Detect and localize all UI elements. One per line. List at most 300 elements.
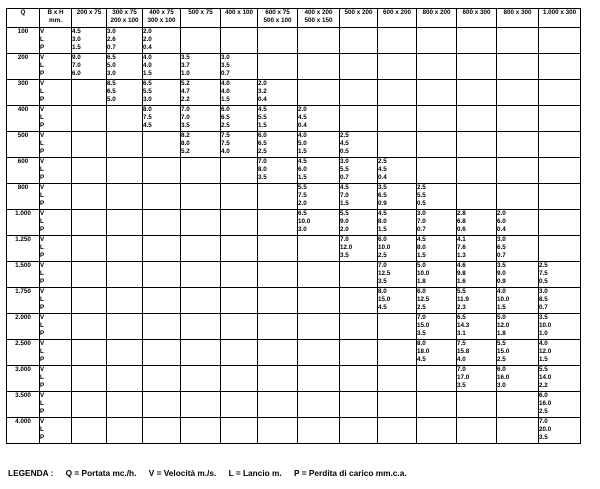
flow-rate-cell: 2.000 [7, 314, 40, 340]
value-cell [258, 80, 298, 106]
table-row [7, 210, 581, 236]
cell-value: 3.0 [72, 36, 81, 44]
column-header-line: 500 x 150 [304, 17, 333, 24]
cell-value: 14.3 [457, 322, 470, 330]
cell-value: 4.0 [221, 88, 230, 96]
cell-value: 3.7 [181, 62, 190, 70]
cell-value: 2.0 [497, 210, 506, 217]
value-cell [181, 340, 221, 366]
cell-value: 4.0 [497, 288, 506, 295]
value-cell [72, 54, 107, 80]
vlp-label: P [40, 200, 45, 208]
value-cell [107, 184, 143, 210]
vlp-label: L [40, 140, 44, 148]
value-cell [143, 158, 181, 184]
cell-value: 7.5 [298, 192, 307, 200]
cell-value: 2.8 [457, 210, 466, 217]
cell-value: 2.2 [181, 96, 190, 104]
cell-value: 11.9 [457, 296, 469, 304]
vlp-label: L [40, 244, 44, 252]
cell-value: 3.5 [539, 314, 548, 321]
vlp-label-cell [40, 392, 72, 418]
value-cell [258, 418, 298, 444]
value-cell [417, 210, 457, 236]
cell-value: 3.5 [539, 434, 548, 442]
value-cell [298, 158, 340, 184]
cell-value: 4.0 [539, 340, 548, 347]
cell-value: 6.0 [497, 218, 506, 226]
cell-value: 3.0 [497, 382, 506, 390]
cell-value: 1.8 [417, 278, 426, 286]
column-header-line: 500 x 75 [188, 9, 213, 16]
value-cell [340, 54, 378, 80]
value-cell [107, 340, 143, 366]
value-cell [143, 366, 181, 392]
table-row [7, 262, 581, 288]
table-row [7, 132, 581, 158]
value-cell [497, 314, 539, 340]
value-cell [457, 184, 497, 210]
cell-value: 6.5 [221, 114, 230, 122]
value-cell [417, 80, 457, 106]
cell-value: 17.0 [457, 374, 470, 382]
cell-value: 2.0 [258, 80, 267, 87]
flow-rate-cell: 3.500 [7, 392, 40, 418]
vlp-label-cell [40, 106, 72, 132]
value-cell [417, 132, 457, 158]
cell-value: 4.5 [340, 140, 349, 148]
value-cell [497, 210, 539, 236]
value-cell [143, 80, 181, 106]
column-header-line: 600 x 75 [265, 9, 290, 16]
vlp-label: P [40, 278, 45, 286]
cell-value: 5.0 [417, 262, 426, 269]
cell-value: 1.5 [258, 122, 267, 130]
vlp-label: P [40, 174, 45, 182]
value-cell [340, 262, 378, 288]
cell-value: 0.5 [417, 200, 426, 208]
vlp-label: V [40, 314, 45, 321]
cell-value: 12.0 [340, 244, 353, 252]
cell-value: 12.0 [497, 322, 510, 330]
value-cell [340, 80, 378, 106]
value-cell [258, 210, 298, 236]
vlp-label-cell [40, 184, 72, 210]
vlp-label-cell [40, 210, 72, 236]
value-cell [72, 158, 107, 184]
legend-item-v: V = Velocità m./s. [148, 468, 217, 478]
value-cell [181, 392, 221, 418]
value-cell [378, 28, 417, 54]
flow-rate-cell: 1.000 [7, 210, 40, 236]
cell-value: 2.0 [298, 106, 307, 113]
column-header [340, 9, 378, 28]
value-cell [221, 132, 258, 158]
table-row [7, 340, 581, 366]
value-cell [340, 184, 378, 210]
value-cell [539, 288, 581, 314]
cell-value: 7.0 [340, 192, 349, 200]
value-cell [378, 132, 417, 158]
cell-value: 8.0 [378, 288, 387, 295]
value-cell [378, 54, 417, 80]
value-cell [107, 132, 143, 158]
value-cell [378, 236, 417, 262]
value-cell [378, 418, 417, 444]
value-cell [340, 28, 378, 54]
value-cell [539, 132, 581, 158]
cell-value: 4.0 [457, 356, 466, 364]
table-row [7, 54, 581, 80]
vlp-label: L [40, 374, 44, 382]
cell-value: 6.0 [539, 392, 548, 399]
value-cell [417, 28, 457, 54]
value-cell [107, 392, 143, 418]
cell-value: 5.5 [258, 114, 267, 122]
vlp-label: V [40, 340, 45, 347]
value-cell [457, 314, 497, 340]
value-cell [298, 54, 340, 80]
vlp-label: P [40, 44, 45, 52]
cell-value: 9.0 [340, 218, 349, 226]
cell-value: 6.0 [72, 70, 81, 78]
cell-value: 3.0 [143, 96, 152, 104]
value-cell [107, 158, 143, 184]
value-cell [457, 366, 497, 392]
value-cell [107, 28, 143, 54]
value-cell [539, 340, 581, 366]
table-row [7, 236, 581, 262]
cell-value: 20.0 [539, 426, 552, 434]
cell-value: 3.1 [457, 330, 466, 338]
cell-value: 9.8 [457, 270, 466, 278]
vlp-label-cell [40, 418, 72, 444]
column-header [539, 9, 581, 28]
value-cell [539, 80, 581, 106]
cell-value: 16.0 [497, 374, 510, 382]
value-cell [72, 106, 107, 132]
value-cell [417, 314, 457, 340]
cell-value: 12.0 [539, 348, 552, 356]
cell-value: 5.0 [497, 314, 506, 321]
vlp-label: V [40, 210, 45, 217]
cell-value: 0.6 [457, 226, 466, 234]
cell-value: 4.0 [221, 148, 230, 156]
cell-value: 2.0 [143, 36, 152, 44]
value-cell [72, 262, 107, 288]
cell-value: 10.0 [417, 270, 430, 278]
vlp-label: L [40, 296, 44, 304]
value-cell [340, 210, 378, 236]
table-row [7, 314, 581, 340]
value-cell [181, 158, 221, 184]
cell-value: 3.0 [298, 226, 307, 234]
cell-value: 10.0 [378, 244, 391, 252]
column-header-line: 500 x 100 [263, 17, 292, 24]
table-wrapper [6, 8, 581, 444]
value-cell [72, 132, 107, 158]
cell-value: 6.5 [143, 80, 152, 87]
cell-value: 0.9 [497, 278, 506, 286]
value-cell [417, 392, 457, 418]
column-header [378, 9, 417, 28]
vlp-label: L [40, 426, 44, 434]
value-cell [258, 340, 298, 366]
cell-value: 5.5 [143, 88, 152, 96]
value-cell [181, 314, 221, 340]
cell-value: 9.0 [497, 270, 506, 278]
value-cell [181, 418, 221, 444]
cell-value: 3.5 [497, 262, 506, 269]
value-cell [298, 392, 340, 418]
value-cell [378, 262, 417, 288]
cell-value: 5.5 [539, 366, 548, 373]
cell-value: 3.0 [497, 236, 506, 243]
value-cell [378, 184, 417, 210]
cell-value: 3.0 [417, 210, 426, 217]
cell-value: 7.5 [143, 114, 152, 122]
cell-value: 6.5 [107, 54, 116, 61]
vlp-label: P [40, 356, 45, 364]
cell-value: 15.0 [378, 296, 391, 304]
cell-value: 4.5 [378, 210, 387, 217]
value-cell [107, 54, 143, 80]
value-cell [417, 366, 457, 392]
cell-value: 0.4 [143, 44, 152, 52]
cell-value: 0.4 [378, 174, 387, 182]
column-header [181, 9, 221, 28]
value-cell [107, 106, 143, 132]
cell-value: 6.0 [497, 366, 506, 373]
column-header-line: 200 x 100 [110, 17, 139, 24]
value-cell [417, 184, 457, 210]
cell-value: 5.5 [417, 192, 426, 200]
value-cell [221, 314, 258, 340]
value-cell [258, 158, 298, 184]
value-cell [107, 80, 143, 106]
value-cell [181, 236, 221, 262]
value-cell [457, 418, 497, 444]
cell-value: 6.5 [457, 314, 466, 321]
value-cell [143, 106, 181, 132]
flow-rate-cell: 100 [7, 28, 40, 54]
flow-rate-cell: 1.500 [7, 262, 40, 288]
value-cell [539, 210, 581, 236]
value-cell [378, 80, 417, 106]
value-cell [539, 392, 581, 418]
value-cell [143, 28, 181, 54]
cell-value: 2.5 [417, 184, 426, 191]
value-cell [221, 184, 258, 210]
cell-value: 3.5 [378, 278, 387, 286]
value-cell [258, 288, 298, 314]
cell-value: 1.5 [378, 226, 387, 234]
value-cell [221, 54, 258, 80]
value-cell [378, 288, 417, 314]
legend-item-q: Q = Portata mc./h. [65, 468, 137, 478]
vlp-label: P [40, 434, 45, 442]
cell-value: 1.5 [340, 200, 349, 208]
vlp-label: L [40, 88, 44, 96]
column-header-line: 200 x 75 [76, 9, 102, 16]
cell-value: 0.7 [340, 174, 349, 182]
cell-value: 6.8 [457, 218, 466, 226]
cell-value: 5.5 [497, 340, 506, 347]
legend-title: LEGENDA : [8, 468, 54, 478]
cell-value: 18.0 [417, 348, 430, 356]
value-cell [539, 366, 581, 392]
column-header [497, 9, 539, 28]
cell-value: 2.0 [298, 200, 307, 208]
value-cell [340, 314, 378, 340]
cell-value: 4.5 [417, 356, 426, 364]
cell-value: 1.5 [539, 356, 548, 364]
value-cell [143, 210, 181, 236]
value-cell [340, 106, 378, 132]
q-header: Q [7, 9, 40, 28]
cell-value: 0.7 [107, 44, 116, 52]
value-cell [107, 314, 143, 340]
cell-value: 4.0 [298, 132, 307, 139]
duct-selection-table [6, 8, 581, 444]
value-cell [221, 210, 258, 236]
vlp-label: V [40, 288, 45, 295]
cell-value: 1.5 [143, 70, 152, 78]
value-cell [72, 340, 107, 366]
cell-value: 2.2 [539, 382, 548, 390]
cell-value: 4.6 [457, 262, 466, 269]
value-cell [497, 106, 539, 132]
column-header-line: 800 x 300 [503, 9, 532, 16]
vlp-label: V [40, 132, 45, 139]
value-cell [72, 28, 107, 54]
cell-value: 3.5 [457, 382, 466, 390]
cell-value: 6.5 [497, 244, 506, 252]
cell-value: 3.0 [539, 288, 548, 295]
flow-rate-cell: 4.000 [7, 418, 40, 444]
flow-rate-cell: 400 [7, 106, 40, 132]
value-cell [340, 366, 378, 392]
cell-value: 1.5 [298, 174, 307, 182]
bxh-label: B x H [47, 9, 64, 16]
value-cell [181, 210, 221, 236]
cell-value: 4.5 [378, 304, 387, 312]
value-cell [221, 106, 258, 132]
value-cell [298, 340, 340, 366]
value-cell [143, 392, 181, 418]
vlp-label: V [40, 262, 45, 269]
vlp-label-cell [40, 262, 72, 288]
vlp-label-cell [40, 340, 72, 366]
value-cell [340, 158, 378, 184]
table-row [7, 418, 581, 444]
value-cell [378, 314, 417, 340]
cell-value: 5.5 [457, 288, 466, 295]
value-cell [258, 54, 298, 80]
cell-value: 3.5 [417, 330, 426, 338]
value-cell [539, 184, 581, 210]
value-cell [221, 418, 258, 444]
value-cell [72, 314, 107, 340]
vlp-label: P [40, 70, 45, 78]
cell-value: 2.5 [497, 356, 506, 364]
cell-value: 7.5 [539, 270, 548, 278]
value-cell [181, 132, 221, 158]
cell-value: 1.5 [497, 304, 506, 312]
value-cell [221, 158, 258, 184]
value-cell [72, 288, 107, 314]
value-cell [497, 54, 539, 80]
value-cell [258, 236, 298, 262]
vlp-label: V [40, 106, 45, 113]
vlp-label: P [40, 226, 45, 234]
cell-value: 2.5 [539, 262, 548, 269]
bxh-header [40, 9, 72, 28]
value-cell [143, 262, 181, 288]
value-cell [378, 340, 417, 366]
cell-value: 4.5 [417, 236, 426, 243]
cell-value: 0.5 [340, 148, 349, 156]
flow-rate-cell: 1.250 [7, 236, 40, 262]
table-row [7, 392, 581, 418]
column-header [143, 9, 181, 28]
cell-value: 5.2 [181, 80, 190, 87]
column-header-line: 300 x 75 [112, 9, 137, 16]
vlp-label: L [40, 400, 44, 408]
vlp-label: L [40, 348, 44, 356]
cell-value: 6.0 [221, 106, 230, 113]
value-cell [497, 132, 539, 158]
flow-rate-cell: 1.750 [7, 288, 40, 314]
value-cell [497, 236, 539, 262]
column-header-line: 1.000 x 300 [542, 9, 577, 16]
cell-value: 0.7 [221, 70, 230, 78]
cell-value: 7.0 [181, 114, 190, 122]
cell-value: 7.0 [340, 236, 349, 243]
vlp-label: P [40, 252, 45, 260]
value-cell [417, 106, 457, 132]
cell-value: 1.5 [298, 148, 307, 156]
cell-value: 2.5 [258, 148, 267, 156]
value-cell [221, 80, 258, 106]
cell-value: 5.5 [298, 184, 307, 191]
column-header [298, 9, 340, 28]
cell-value: 3.0 [107, 28, 116, 35]
vlp-label: P [40, 122, 45, 130]
cell-value: 6.5 [298, 210, 307, 217]
value-cell [221, 340, 258, 366]
cell-value: 1.6 [457, 278, 466, 286]
cell-value: 8.0 [417, 340, 426, 347]
cell-value: 7.5 [221, 140, 230, 148]
cell-value: 15.8 [457, 348, 470, 356]
cell-value: 4.5 [340, 184, 349, 191]
cell-value: 14.0 [539, 374, 552, 382]
value-cell [298, 80, 340, 106]
cell-value: 7.0 [258, 158, 267, 165]
vlp-label: V [40, 80, 45, 87]
value-cell [340, 236, 378, 262]
value-cell [258, 314, 298, 340]
cell-value: 7.5 [221, 132, 230, 139]
cell-value: 4.1 [457, 236, 466, 243]
cell-value: 12.5 [417, 296, 430, 304]
cell-value: 1.8 [497, 330, 506, 338]
cell-value: 8.0 [378, 218, 387, 226]
value-cell [181, 288, 221, 314]
column-header-line: 400 x 200 [304, 9, 333, 16]
cell-value: 2.0 [143, 28, 152, 35]
